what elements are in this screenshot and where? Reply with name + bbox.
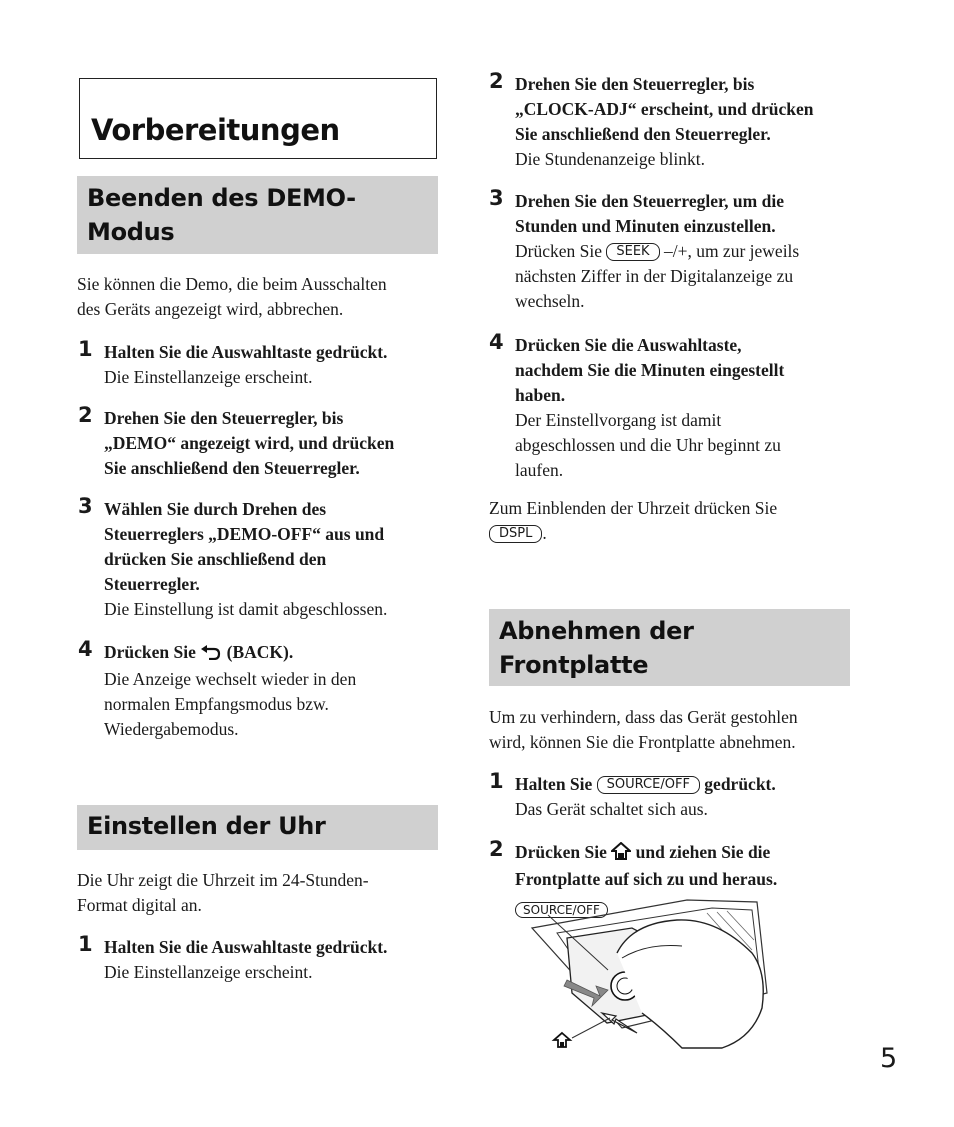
step-number: 4 — [78, 637, 93, 661]
section-heading-clock: Einstellen der Uhr — [77, 805, 438, 850]
page-number: 5 — [880, 1043, 898, 1074]
step-number: 2 — [78, 403, 93, 427]
source-off-key: SOURCE/OFF — [597, 776, 700, 794]
illustration-source-off-key: SOURCE/OFF — [515, 902, 608, 918]
step-number: 3 — [489, 186, 504, 210]
page-title: Vorbereitungen — [91, 113, 340, 147]
page-title-box — [79, 78, 437, 159]
seek-key: SEEK — [606, 243, 659, 261]
clock-footer: Zum Einblenden der Uhrzeit drücken Sie DSPL . — [489, 498, 778, 543]
section-heading-frontpanel: Abnehmen der Frontplatte — [489, 609, 850, 686]
clock-intro: Die Uhr zeigt die Uhrzeit im 24-Stunden- Format digital an. — [77, 870, 369, 915]
release-button-icon — [611, 842, 631, 867]
step-number: 1 — [78, 337, 93, 361]
heading-demo-line2: Modus — [87, 218, 175, 246]
step-number: 1 — [489, 769, 504, 793]
frontpanel-intro: Um zu verhindern, dass das Gerät gestohlen wird, können Sie die Frontplatte abnehmen. — [489, 707, 798, 752]
frontpanel-illustration — [512, 898, 772, 1053]
step-number: 1 — [78, 932, 93, 956]
section-heading-demo — [77, 176, 438, 254]
step-number: 2 — [489, 837, 504, 861]
demo-intro: Sie können die Demo, die beim Ausschalten des Geräts angezeigt wird, abbrechen. — [77, 274, 387, 319]
dspl-key: DSPL — [489, 525, 542, 543]
step-number: 2 — [489, 69, 504, 93]
step-number: 3 — [78, 494, 93, 518]
step-number: 4 — [489, 330, 504, 354]
heading-demo-line1: Beenden des DEMO- — [87, 184, 356, 212]
back-arrow-icon — [200, 642, 222, 667]
car-stereo-drawing — [512, 898, 772, 1053]
